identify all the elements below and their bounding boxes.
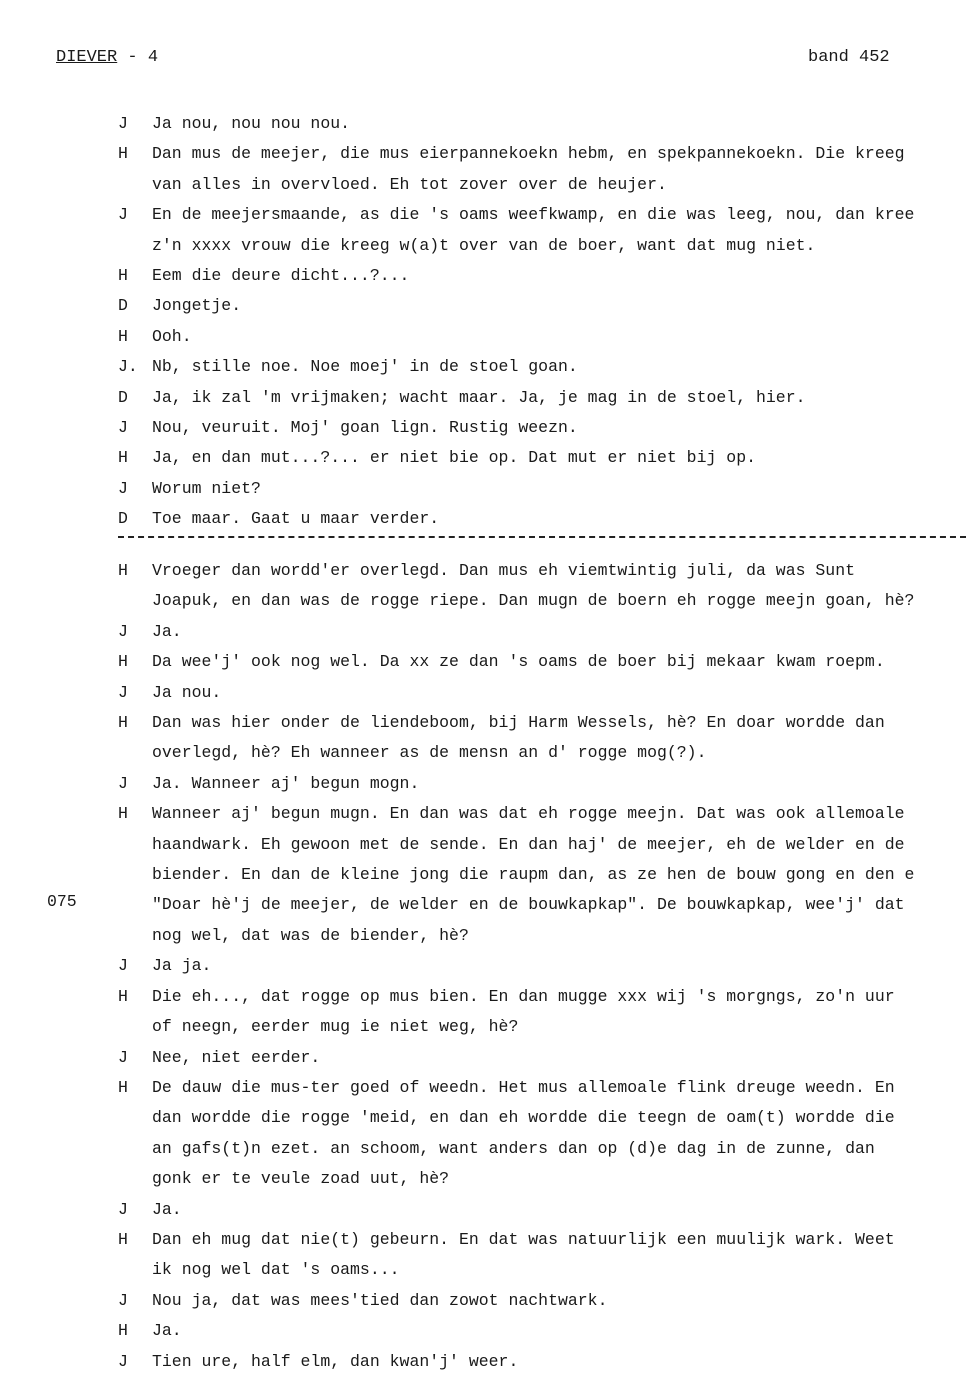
utterance (152, 1316, 973, 1346)
dialogue-turn (118, 708, 973, 769)
speaker-label: H (118, 561, 128, 580)
page-number: - 4 (117, 48, 159, 67)
utterance (152, 1225, 973, 1286)
speaker-label: D (118, 387, 128, 407)
utterance-line: overlegd, hè? Eh wanneer as de mensn an d' rogge mog(?). (152, 743, 707, 763)
transcript-section-1 (118, 109, 973, 535)
speaker-label: H (118, 1229, 128, 1249)
utterance-line: Ja. Wanneer aj' begun mogn. (152, 773, 420, 793)
utterance-line: Toe maar. Gaat u maar verder. (152, 509, 440, 529)
utterance (152, 504, 973, 534)
utterance (152, 322, 973, 352)
utterance-line: Nou ja, dat was mees'tied dan zowot nachtwark. (152, 1290, 608, 1310)
utterance (152, 982, 973, 1043)
utterance (152, 556, 973, 617)
place-name: DIEVER (56, 48, 118, 67)
utterance-line: Ja. (152, 1321, 182, 1341)
dialogue-turn (118, 443, 973, 473)
speaker-label: H (118, 266, 128, 286)
speaker-label: D (118, 509, 128, 529)
utterance-line: Wanneer aj' begun mugn. En dan was dat eh rogge meejn. Dat was ook allemoale (152, 804, 905, 824)
speaker-label: J (118, 773, 128, 793)
utterance-line: Nb, stille noe. Noe moej' in de stoel goan. (152, 357, 578, 377)
utterance (152, 647, 973, 677)
utterance (152, 1043, 973, 1073)
utterance-line: Nou, veuruit. Moj' goan lign. Rustig weezn. (152, 418, 578, 438)
utterance-line: Ja nou, nou nou nou. (152, 114, 351, 133)
utterance-line: Eem die deure dicht...?... (152, 266, 410, 286)
dialogue-turn (118, 139, 973, 200)
tape-number: band 452 (808, 48, 890, 67)
utterance (152, 617, 973, 647)
dialogue-turn (118, 474, 973, 504)
utterance-line: Die eh..., dat rogge op mus bien. En dan mugge xxx wij 's morgngs, zo'n uur (152, 986, 895, 1006)
page-header-left (56, 48, 158, 67)
utterance-line: "Doar hè'j de meejer, de welder en de bouwkapkap". De bouwkapkap, wee'j' dat (152, 895, 905, 915)
utterance-line: Joapuk, en dan was de rogge riepe. Dan mugn de boern eh rogge meejn goan, hè? (152, 591, 915, 611)
utterance-line: haandwark. Eh gewoon met de sende. En dan haj' de meejer, eh de welder en de (152, 834, 905, 854)
utterance-line: Ja. (152, 621, 182, 641)
utterance (152, 1347, 973, 1377)
utterance (152, 291, 973, 321)
utterance (152, 1286, 973, 1316)
utterance-line: Ja. (152, 1199, 182, 1219)
speaker-label: J (118, 682, 128, 702)
utterance (152, 951, 973, 981)
utterance-line: Dan was hier onder de liendeboom, bij Harm Wessels, hè? En doar wordde dan (152, 713, 885, 733)
utterance (152, 678, 973, 708)
utterance (152, 352, 973, 382)
dialogue-turn (118, 617, 973, 647)
speaker-label: H (118, 652, 128, 672)
dialogue-turn (118, 1347, 973, 1377)
tape-counter: 075 (47, 892, 77, 911)
utterance-line: Vroeger dan wordd'er overlegd. Dan mus eh viemtwintig juli, da was Sunt (152, 561, 856, 580)
speaker-label: J (118, 114, 128, 133)
utterance-line: van alles in overvloed. Eh tot zover over de heujer. (152, 174, 667, 194)
speaker-label: H (118, 326, 128, 346)
utterance-line: Dan mus de meejer, die mus eierpannekoekn hebm, en spekpannekoekn. Die kreeg (152, 144, 905, 164)
dialogue-turn (118, 1073, 973, 1195)
transcript-section-2 (118, 556, 973, 1377)
dialogue-turn (118, 352, 973, 382)
speaker-label: J (118, 1351, 128, 1371)
dialogue-turn (118, 200, 973, 261)
speaker-label: H (118, 448, 128, 468)
utterance-line: Worum niet? (152, 478, 261, 498)
utterance (152, 474, 973, 504)
utterance (152, 799, 973, 951)
dialogue-turn (118, 413, 973, 443)
dialogue-turn (118, 504, 973, 534)
utterance (152, 383, 973, 413)
utterance (152, 1195, 973, 1225)
dialogue-turn (118, 383, 973, 413)
utterance-line: En de meejersmaande, as die 's oams weefkwamp, en die was leeg, nou, dan kree (152, 205, 915, 225)
utterance (152, 413, 973, 443)
speaker-label: J (118, 956, 128, 976)
dialogue-turn (118, 291, 973, 321)
utterance-line: Dan eh mug dat nie(t) gebeurn. En dat was natuurlijk een muulijk wark. Weet (152, 1229, 895, 1249)
dialogue-turn (118, 1043, 973, 1073)
dialogue-turn (118, 1195, 973, 1225)
dialogue-turn (118, 109, 973, 139)
speaker-label: H (118, 713, 128, 733)
utterance-line: Ja ja. (152, 956, 212, 976)
utterance-line: Ja nou. (152, 682, 222, 702)
section-divider (118, 536, 966, 538)
utterance (152, 708, 973, 769)
utterance-line: De dauw die mus-ter goed of weedn. Het mus allemoale flink dreuge weedn. En (152, 1077, 895, 1097)
speaker-label: D (118, 296, 128, 316)
utterance (152, 769, 973, 799)
utterance-line: an gafs(t)n ezet. an schoom, want anders dan op (d)e dag in de zunne, dan (152, 1138, 875, 1158)
utterance-line: Ja, ik zal 'm vrijmaken; wacht maar. Ja, je mag in de stoel, hier. (152, 387, 806, 407)
utterance-line: of neegn, eerder mug ie niet weg, hè? (152, 1017, 519, 1037)
utterance-line: Nee, niet eerder. (152, 1047, 321, 1067)
utterance-line: Jongetje. (152, 296, 242, 316)
utterance-line: dan wordde die rogge 'meid, en dan eh wordde die teegn de oam(t) wordde die (152, 1108, 895, 1128)
dialogue-turn (118, 261, 973, 291)
speaker-label: J (118, 621, 128, 641)
speaker-label: H (118, 986, 128, 1006)
dialogue-turn (118, 982, 973, 1043)
utterance (152, 443, 973, 473)
dialogue-turn (118, 1225, 973, 1286)
speaker-label: J (118, 478, 128, 498)
utterance-line: nog wel, dat was de biender, hè? (152, 925, 469, 945)
dialogue-turn (118, 556, 973, 617)
speaker-label: H (118, 1321, 128, 1341)
dialogue-turn (118, 951, 973, 981)
dialogue-turn (118, 647, 973, 677)
speaker-label: J (118, 1199, 128, 1219)
speaker-label: H (118, 144, 128, 164)
utterance-line: ik nog wel dat 's oams... (152, 1260, 400, 1280)
dialogue-turn (118, 1286, 973, 1316)
utterance (152, 109, 973, 139)
speaker-label: H (118, 804, 128, 824)
utterance-line: Da wee'j' ook nog wel. Da xx ze dan 's oams de boer bij mekaar kwam roepm. (152, 652, 885, 672)
utterance (152, 139, 973, 200)
speaker-label: J (118, 1290, 128, 1310)
utterance-line: Tien ure, half elm, dan kwan'j' weer. (152, 1351, 519, 1371)
utterance-line: gonk er te veule zoad uut, hè? (152, 1169, 450, 1189)
utterance (152, 1073, 973, 1195)
utterance-line: z'n xxxx vrouw die kreeg w(a)t over van de boer, want dat mug niet. (152, 235, 816, 255)
utterance-line: Ja, en dan mut...?... er niet bie op. Dat mut er niet bij op. (152, 448, 756, 468)
utterance (152, 200, 973, 261)
dialogue-turn (118, 322, 973, 352)
dialogue-turn (118, 678, 973, 708)
dialogue-turn (118, 1316, 973, 1346)
dialogue-turn (118, 799, 973, 951)
speaker-label: J (118, 205, 128, 225)
speaker-label: J. (118, 357, 138, 377)
utterance-line: Ooh. (152, 326, 192, 346)
utterance-line: biender. En dan de kleine jong die raupm dan, as ze hen de bouw gong en den e (152, 865, 915, 885)
speaker-label: J (118, 418, 128, 438)
dialogue-turn (118, 769, 973, 799)
utterance (152, 261, 973, 291)
speaker-label: J (118, 1047, 128, 1067)
speaker-label: H (118, 1077, 128, 1097)
